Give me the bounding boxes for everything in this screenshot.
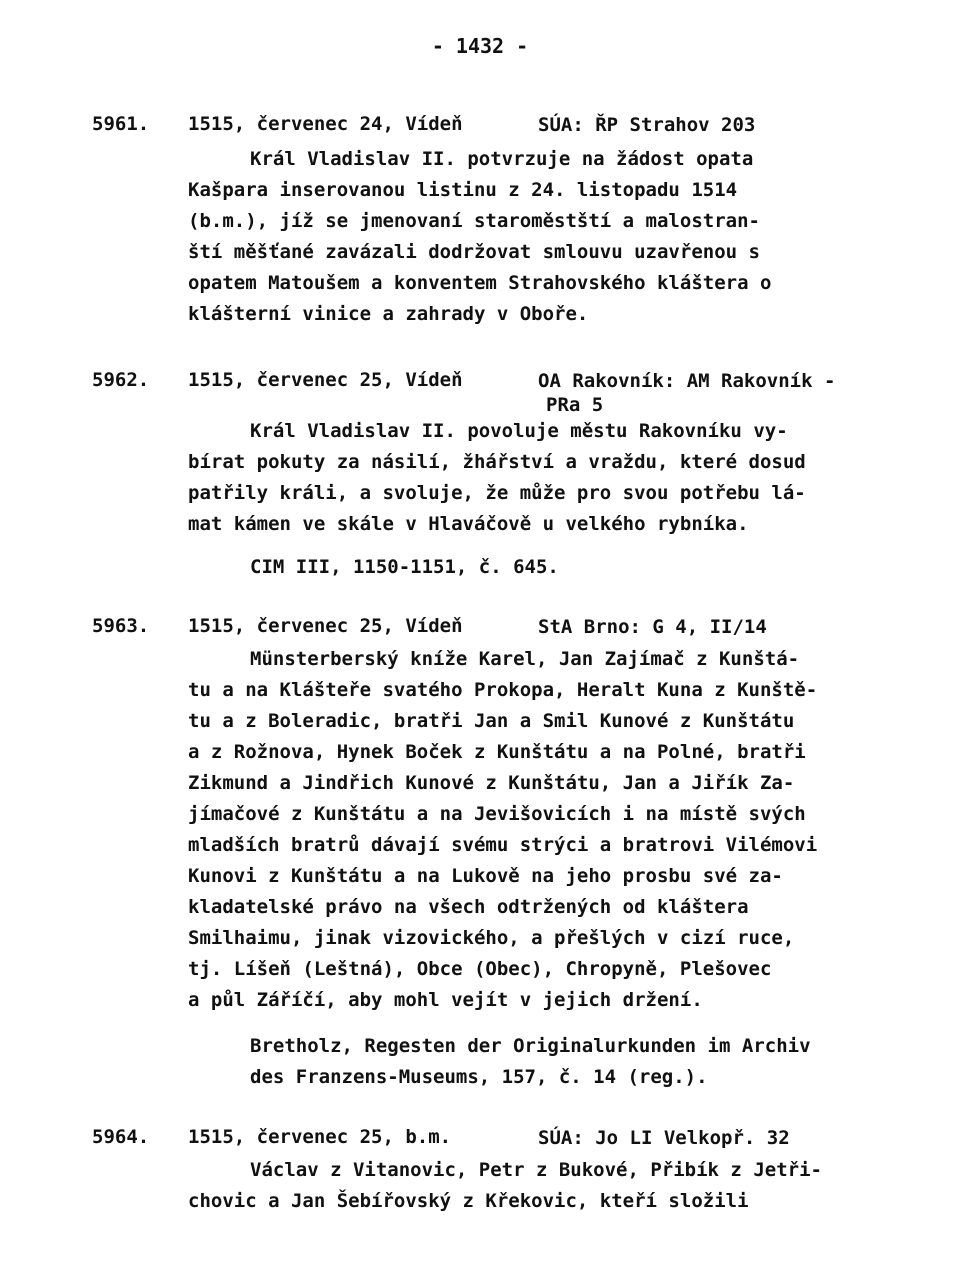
body-line: klášterní vinice a zahrady v Oboře. xyxy=(188,303,589,325)
entry-archive: StA Brno: G 4, II/14 xyxy=(538,616,767,638)
body-line: tu a z Boleradic, bratři Jan a Smil Kunové z Kunštátu xyxy=(188,710,795,732)
body-line: mladších bratrů dávají svému strýci a bratrovi Vilémovi xyxy=(188,834,818,856)
entry-date-place: 1515, červenec 25, b.m. xyxy=(188,1126,452,1148)
body-line: kladatelské právo na všech odtržených od kláštera xyxy=(188,896,749,918)
entry-number: 5961. xyxy=(92,113,150,135)
body-line: (b.m.), jíž se jmenovaní staroměstští a malostran- xyxy=(188,210,760,232)
body-line: opatem Matoušem a konventem Strahovského kláštera o xyxy=(188,272,772,294)
body-line: patřily králi, a svoluje, že může pro svou potřebu lá- xyxy=(188,482,806,504)
entry-date-place: 1515, červenec 25, Vídeň xyxy=(188,369,463,391)
entry-body xyxy=(188,416,878,540)
body-line: mat kámen ve skále v Hlaváčově u velkého rybníka. xyxy=(188,513,749,535)
body-line: tj. Líšeň (Leštná), Obce (Obec), Chropyně, Plešovec xyxy=(188,958,772,980)
entry-number: 5964. xyxy=(92,1126,150,1148)
body-line: a z Rožnova, Hynek Boček z Kunštátu a na Polné, bratři xyxy=(188,741,806,763)
body-line: chovic a Jan Šebířovský z Křekovic, kteří složili xyxy=(188,1190,749,1212)
entry-date-place: 1515, červenec 24, Vídeň xyxy=(188,113,463,135)
entry-archive: SÚA: Jo LI Velkopř. 32 xyxy=(538,1127,790,1149)
entry-body xyxy=(188,144,878,330)
body-line: a půl Záříčí, aby mohl vejít v jejich držení. xyxy=(188,989,703,1011)
body-line: Zikmund a Jindřich Kunové z Kunštátu, Jan a Jiřík Za- xyxy=(188,772,795,794)
entry-archive-line: OA Rakovník: AM Rakovník - xyxy=(538,370,836,392)
entry-archive: SÚA: ŘP Strahov 203 xyxy=(538,114,756,136)
body-line: jímačové z Kunštátu a na Jevišovicích i na místě svých xyxy=(188,803,806,825)
citation-line: Bretholz, Regesten der Originalurkunden im Archiv xyxy=(250,1035,811,1057)
body-line: Král Vladislav II. potvrzuje na žádost opata xyxy=(250,148,754,170)
entry-number: 5962. xyxy=(92,369,150,391)
entry-citation: CIM III, 1150-1151, č. 645. xyxy=(250,556,559,578)
entry-date-place: 1515, červenec 25, Vídeň xyxy=(188,615,463,637)
page-number: - 1432 - xyxy=(431,34,529,58)
citation-line: des Franzens-Museums, 157, č. 14 (reg.). xyxy=(250,1066,708,1088)
entry-body xyxy=(188,1155,878,1217)
body-line: Kunovi z Kunštátu a na Lukově na jeho prosbu své za- xyxy=(188,865,783,887)
body-line: Václav z Vitanovic, Petr z Bukové, Přibík z Jetři- xyxy=(250,1159,822,1181)
body-line: Smilhaimu, jinak vizovického, a přešlých v cizí ruce, xyxy=(188,927,795,949)
body-line: ští měšťané zavázali dodržovat smlouvu uzavřenou s xyxy=(188,241,760,263)
body-line: tu a na Klášteře svatého Prokopa, Heralt Kuna z Kunště- xyxy=(188,679,818,701)
body-line: Král Vladislav II. povoluje městu Rakovníku vy- xyxy=(250,420,788,442)
entry-number: 5963. xyxy=(92,615,150,637)
body-line: Münsterberský kníže Karel, Jan Zajímač z Kunštá- xyxy=(250,648,800,670)
body-line: Kašpara inserovanou listinu z 24. listopadu 1514 xyxy=(188,179,738,201)
entry-archive-line: PRa 5 xyxy=(546,394,604,416)
body-line: bírat pokuty za násilí, žhářství a vraždu, které dosud xyxy=(188,451,806,473)
entry-body xyxy=(188,644,878,1016)
entry-citation xyxy=(250,1031,811,1093)
entry-archive xyxy=(538,369,835,417)
